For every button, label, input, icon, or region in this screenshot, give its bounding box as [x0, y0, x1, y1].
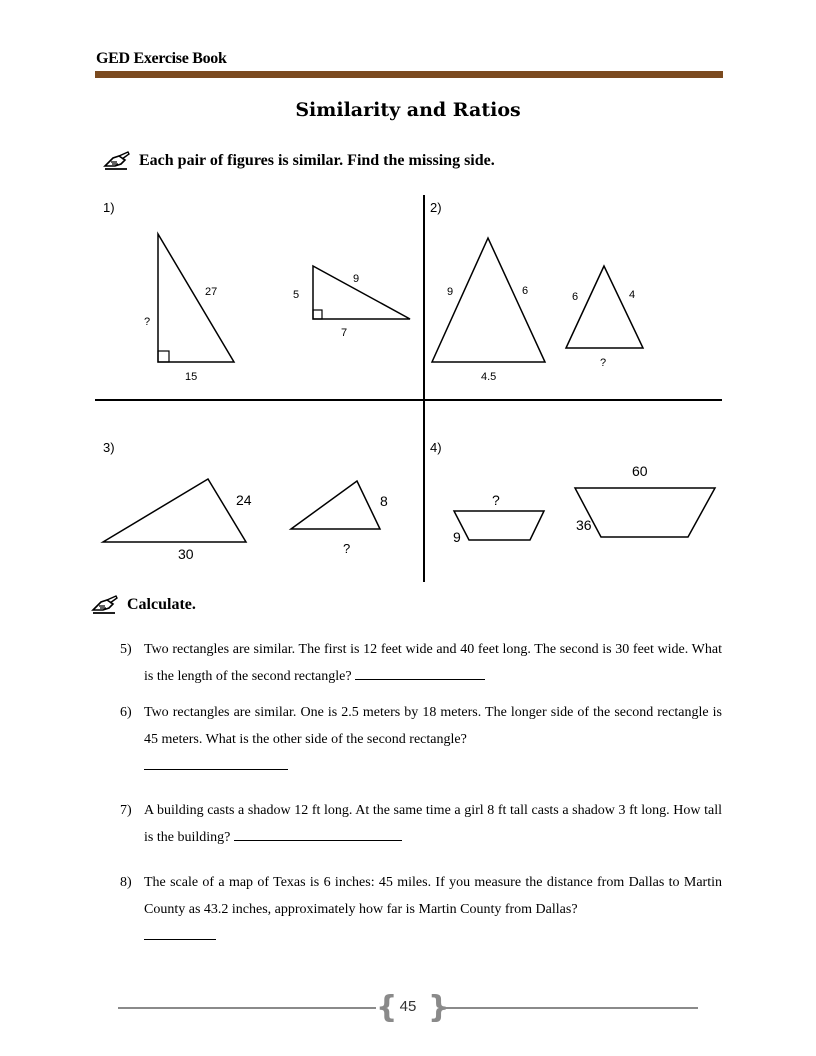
label-base: 30 — [178, 546, 194, 562]
label-unknown-base: ? — [600, 357, 607, 369]
figure-problem-3 — [103, 440, 388, 562]
triangle-small — [291, 481, 380, 529]
problem-number: 5) — [120, 642, 132, 657]
problem-5 — [120, 636, 722, 690]
label-side: 8 — [380, 493, 388, 509]
page-title: Similarity and Ratios — [295, 99, 521, 121]
footer-bracket-left: { — [376, 990, 398, 1025]
triangle-large — [103, 479, 246, 542]
footer-rule-right — [440, 1007, 698, 1009]
label-hypotenuse: 27 — [205, 286, 218, 298]
section-instruction-calculate — [91, 594, 196, 616]
label-left-side: 9 — [453, 529, 461, 545]
book-title: GED Exercise Book — [96, 50, 227, 67]
label-unknown-top: ? — [492, 492, 500, 508]
label-left-side: 6 — [572, 291, 579, 303]
triangle-small — [566, 266, 643, 348]
problem-text: Two rectangles are similar. One is 2.5 meters by 18 meters. The longer side of the second rectangle is 45 meters. What is the other side of the second rectangle? — [144, 705, 722, 747]
figure-problem-4 — [430, 440, 715, 545]
writing-hand-icon — [91, 594, 119, 616]
problem-text: The scale of a map of Texas is 6 inches: 45 miles. If you measure the distance from Dallas to Martin County as 43.2 inches, approximately how far is Martin County from Dallas? — [144, 875, 722, 917]
right-angle-marker — [313, 310, 322, 319]
label-base: 15 — [185, 371, 198, 383]
problem-7 — [120, 797, 722, 851]
triangle-large — [432, 238, 545, 362]
triangle-large — [158, 234, 234, 362]
label-leg: 5 — [293, 289, 300, 301]
problem-number: 6) — [120, 705, 132, 720]
right-angle-marker — [158, 351, 169, 362]
label-base: 4.5 — [481, 371, 497, 383]
label-right-side: 6 — [522, 285, 529, 297]
problem-1-label: 1) — [103, 200, 115, 215]
triangle-small — [313, 266, 410, 319]
problem-8 — [120, 869, 722, 950]
label-left-side: 9 — [447, 286, 454, 298]
problem-2-label: 2) — [430, 200, 442, 215]
page-number: 45 — [399, 998, 417, 1015]
problem-number: 8) — [120, 875, 132, 890]
trapezoid-large — [575, 488, 715, 537]
answer-blank[interactable] — [144, 755, 288, 770]
answer-blank[interactable] — [144, 925, 216, 940]
section-instruction-similar — [103, 150, 495, 172]
label-hypotenuse: 9 — [353, 273, 360, 285]
instruction-text: Calculate. — [127, 596, 196, 613]
figures-grid — [0, 190, 816, 590]
problem-3-label: 3) — [103, 440, 115, 455]
footer-rule-left — [118, 1007, 376, 1009]
writing-hand-icon — [103, 150, 131, 172]
label-top: 60 — [632, 463, 648, 479]
trapezoid-small — [454, 511, 544, 540]
figure-problem-2 — [430, 200, 643, 383]
label-right-side: 4 — [629, 289, 636, 301]
problem-text: Two rectangles are similar. The first is 12 feet wide and 40 feet long. The second is 30 feet wide. What is the length of the second rectangle? — [144, 642, 722, 684]
problem-number: 7) — [120, 803, 132, 818]
label-unknown-leg: ? — [144, 316, 151, 328]
label-base: 7 — [341, 327, 348, 339]
header-rule — [95, 71, 723, 78]
problem-6 — [120, 699, 722, 780]
answer-blank[interactable] — [234, 826, 402, 841]
problem-4-label: 4) — [430, 440, 442, 455]
problem-text: A building casts a shadow 12 ft long. At the same time a girl 8 ft tall casts a shadow 3 ft long. How tall is the building? — [144, 803, 722, 845]
label-unknown-base: ? — [343, 541, 351, 556]
label-left-side: 36 — [576, 517, 592, 533]
figure-problem-1 — [103, 200, 410, 383]
instruction-text: Each pair of figures is similar. Find the missing side. — [139, 152, 495, 169]
label-side: 24 — [236, 492, 252, 508]
footer-bracket-right: } — [428, 990, 450, 1025]
answer-blank[interactable] — [355, 665, 485, 680]
